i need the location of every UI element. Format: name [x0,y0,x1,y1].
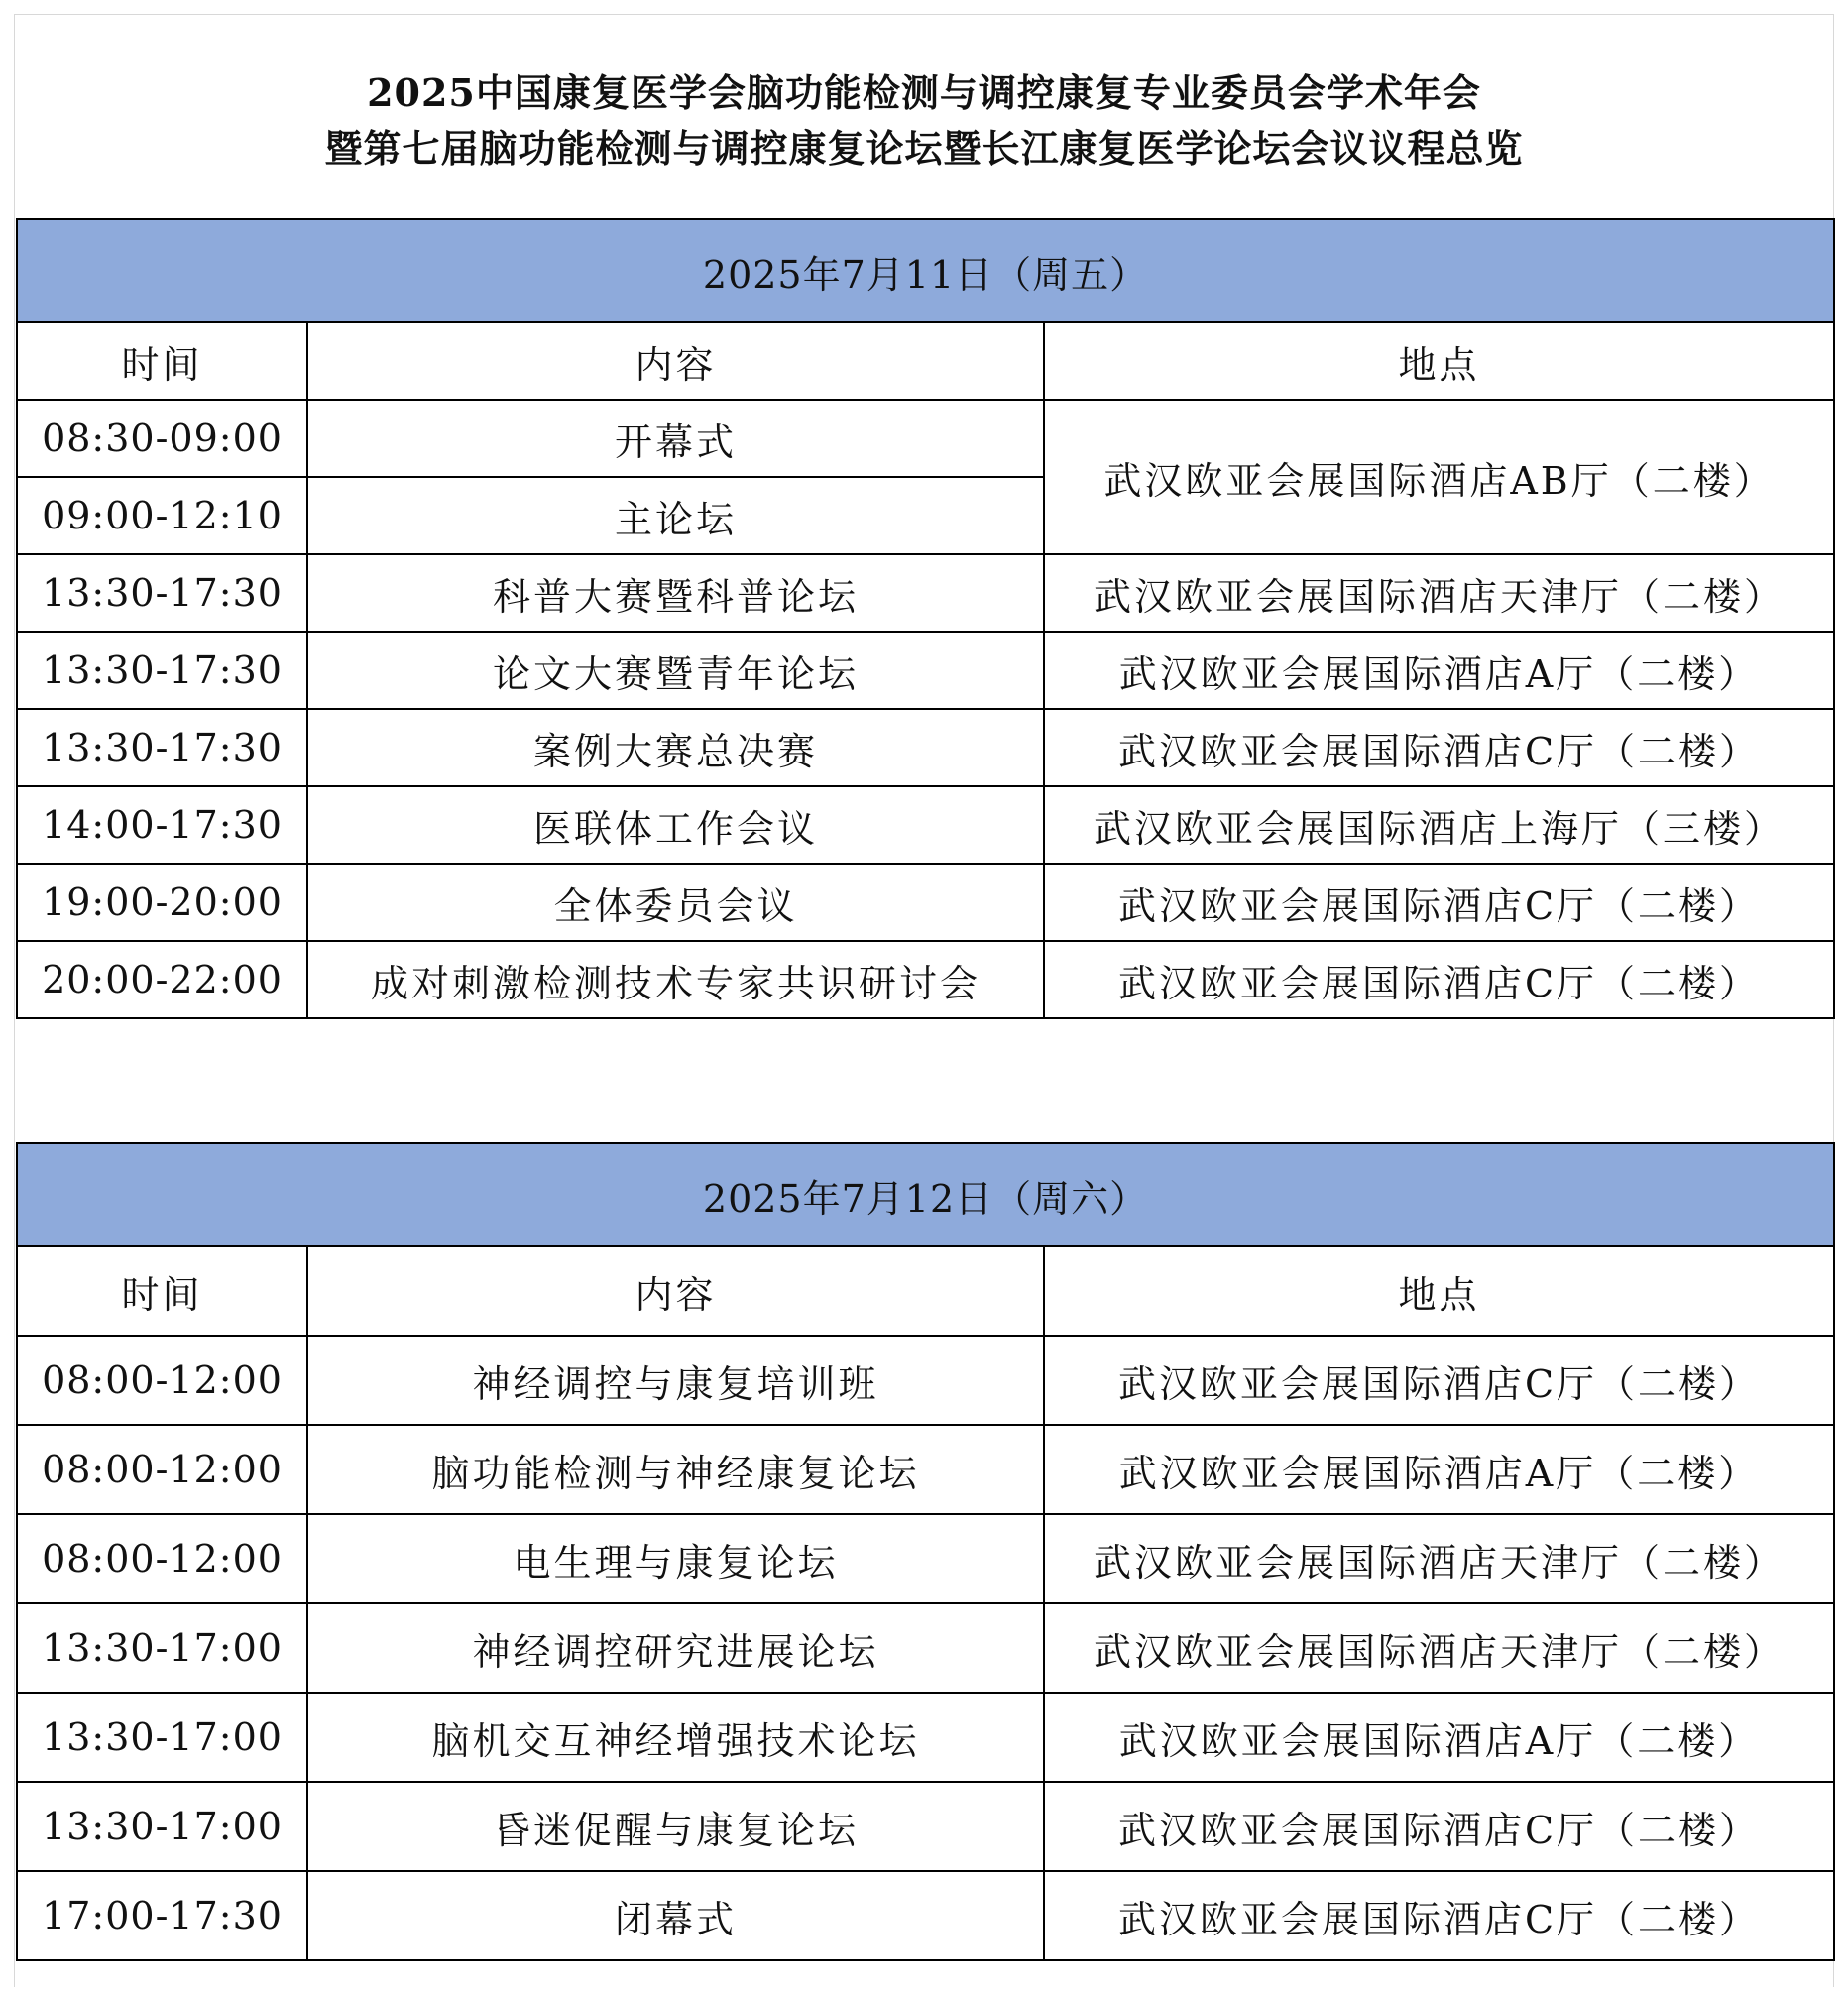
date-header-day2: 2025年7月12日（周六） [17,1143,1834,1246]
table-row [17,1425,1834,1514]
location-cell: 武汉欧亚会展国际酒店C厅（二楼） [1044,864,1834,941]
schedule-table-day2 [16,1142,1835,1961]
date-header-row [17,1143,1834,1246]
location-cell: 武汉欧亚会展国际酒店C厅（二楼） [1044,1336,1834,1425]
column-header-location: 地点 [1044,322,1834,400]
time-cell: 13:30-17:30 [17,632,307,709]
content-cell: 昏迷促醒与康复论坛 [307,1782,1044,1871]
time-cell: 20:00-22:00 [17,941,307,1018]
page-title-line-2: 暨第七届脑功能检测与调控康复论坛暨长江康复医学论坛会议议程总览 [324,126,1524,171]
location-cell: 武汉欧亚会展国际酒店C厅（二楼） [1044,709,1834,786]
content-cell: 闭幕式 [307,1871,1044,1960]
content-cell: 全体委员会议 [307,864,1044,941]
location-cell: 武汉欧亚会展国际酒店天津厅（二楼） [1044,1603,1834,1693]
content-cell: 科普大赛暨科普论坛 [307,554,1044,632]
content-cell: 神经调控与康复培训班 [307,1336,1044,1425]
table-row [17,1336,1834,1425]
time-cell: 13:30-17:30 [17,709,307,786]
table-row [17,554,1834,632]
schedule-table-day1 [16,218,1835,1019]
time-cell: 14:00-17:30 [17,786,307,864]
table-row [17,400,1834,477]
location-cell: 武汉欧亚会展国际酒店天津厅（二楼） [1044,554,1834,632]
table-row [17,1782,1834,1871]
date-header-row [17,219,1834,322]
time-cell: 19:00-20:00 [17,864,307,941]
column-header-content: 内容 [307,1246,1044,1336]
content-cell: 案例大赛总决赛 [307,709,1044,786]
content-cell: 神经调控研究进展论坛 [307,1603,1044,1693]
time-cell: 13:30-17:00 [17,1603,307,1693]
location-cell: 武汉欧亚会展国际酒店C厅（二楼） [1044,1782,1834,1871]
time-cell: 13:30-17:00 [17,1782,307,1871]
table-row [17,786,1834,864]
time-cell: 08:30-09:00 [17,400,307,477]
column-header-time: 时间 [17,322,307,400]
column-header-time: 时间 [17,1246,307,1336]
column-header-row [17,322,1834,400]
location-cell: 武汉欧亚会展国际酒店A厅（二楼） [1044,1693,1834,1782]
time-cell: 13:30-17:00 [17,1693,307,1782]
time-cell: 09:00-12:10 [17,477,307,554]
column-header-location: 地点 [1044,1246,1834,1336]
time-cell: 17:00-17:30 [17,1871,307,1960]
location-cell: 武汉欧亚会展国际酒店A厅（二楼） [1044,632,1834,709]
content-cell: 电生理与康复论坛 [307,1514,1044,1603]
table-row [17,1514,1834,1603]
table-row [17,1693,1834,1782]
content-cell: 脑机交互神经增强技术论坛 [307,1693,1044,1782]
column-header-row [17,1246,1834,1336]
location-cell: 武汉欧亚会展国际酒店AB厅（二楼） [1044,400,1834,554]
table-row [17,864,1834,941]
location-cell: 武汉欧亚会展国际酒店天津厅（二楼） [1044,1514,1834,1603]
time-cell: 08:00-12:00 [17,1425,307,1514]
table-row [17,632,1834,709]
location-cell: 武汉欧亚会展国际酒店A厅（二楼） [1044,1425,1834,1514]
content-cell: 成对刺激检测技术专家共识研讨会 [307,941,1044,1018]
column-header-content: 内容 [307,322,1044,400]
location-cell: 武汉欧亚会展国际酒店C厅（二楼） [1044,1871,1834,1960]
time-cell: 08:00-12:00 [17,1514,307,1603]
table-row [17,941,1834,1018]
date-header-day1: 2025年7月11日（周五） [17,219,1834,322]
table-row [17,709,1834,786]
table-row [17,1603,1834,1693]
content-cell: 开幕式 [307,400,1044,477]
time-cell: 13:30-17:30 [17,554,307,632]
page-title-line-1: 2025中国康复医学会脑功能检测与调控康复专业委员会学术年会 [367,70,1481,115]
table-row [17,1871,1834,1960]
content-cell: 脑功能检测与神经康复论坛 [307,1425,1044,1514]
content-cell: 医联体工作会议 [307,786,1044,864]
content-cell: 主论坛 [307,477,1044,554]
location-cell: 武汉欧亚会展国际酒店上海厅（三楼） [1044,786,1834,864]
location-cell: 武汉欧亚会展国际酒店C厅（二楼） [1044,941,1834,1018]
time-cell: 08:00-12:00 [17,1336,307,1425]
content-cell: 论文大赛暨青年论坛 [307,632,1044,709]
